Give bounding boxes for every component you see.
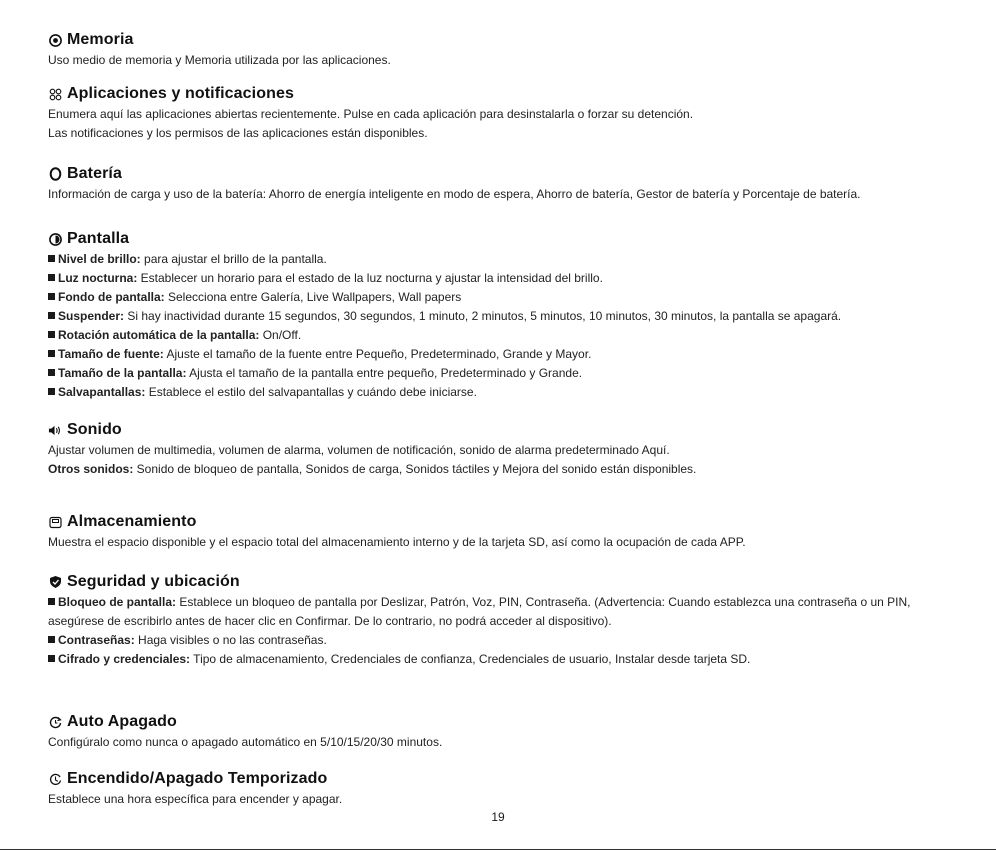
clock-icon xyxy=(48,772,62,786)
list-item: Salvapantallas: Establece el estilo del salvapantallas y cuándo debe iniciarse. xyxy=(48,383,968,402)
section-heading xyxy=(48,228,968,250)
list-item: Suspender: Si hay inactividad durante 15 segundos, 30 segundos, 1 minuto, 2 minutos, 5 minutos, 10 minutos, 30 minutos, la pantalla se apagará. xyxy=(48,307,968,326)
list-item: Luz nocturna: Establecer un horario para el estado de la luz nocturna y ajustar la intensidad del brillo. xyxy=(48,269,968,288)
section-title: Almacenamiento xyxy=(67,513,197,530)
storage-icon xyxy=(48,515,62,529)
section-title: Pantalla xyxy=(67,230,130,247)
page-number: 19 xyxy=(491,810,505,824)
section-heading xyxy=(48,571,968,593)
list-item: Fondo de pantalla: Selecciona entre Galería, Live Wallpapers, Wall papers xyxy=(48,288,968,307)
power-timer-icon xyxy=(48,715,62,729)
section-auto-apagado xyxy=(48,711,968,752)
bullet-square-icon xyxy=(48,255,55,262)
battery-icon xyxy=(48,167,62,181)
list-item: Bloqueo de pantalla: Establece un bloqueo de pantalla por Deslizar, Patrón, Voz, PIN, Contraseña. (Advertencia: Cuando establezca una contraseña o un PIN, asegúrese de escribirlo antes de hacer clic en Confirmar. De lo contrario, no podrá acceder al dispositivo). xyxy=(48,595,911,628)
bullet-square-icon xyxy=(48,388,55,395)
section-text: Configúralo como nunca o apagado automático en 5/10/15/20/30 minutos. xyxy=(48,735,443,749)
section-text: Información de carga y uso de la batería: Ahorro de energía inteligente en modo de espera, Ahorro de batería, Gestor de batería y Porcentaje de batería. xyxy=(48,187,861,201)
bullet-square-icon xyxy=(48,350,55,357)
bullet-square-icon xyxy=(48,312,55,319)
section-text: Otros sonidos: Sonido de bloqueo de pantalla, Sonidos de carga, Sonidos táctiles y Mejora del sonido están disponibles. xyxy=(48,462,697,476)
section-heading xyxy=(48,83,968,105)
section-text: Las notificaciones y los permisos de las aplicaciones están disponibles. xyxy=(48,126,428,140)
memory-icon xyxy=(48,33,62,47)
page-bottom-rule xyxy=(0,849,996,850)
section-heading xyxy=(48,419,968,441)
section-encendido xyxy=(48,768,968,809)
list-item: Tamaño de fuente: Ajuste el tamaño de la fuente entre Pequeño, Predeterminado, Grande y Mayor. xyxy=(48,345,968,364)
section-heading xyxy=(48,29,968,51)
section-text: Muestra el espacio disponible y el espacio total del almacenamiento interno y de la tarjeta SD, así como la ocupación de cada APP. xyxy=(48,535,746,549)
section-text: Enumera aquí las aplicaciones abiertas recientemente. Pulse en cada aplicación para desinstalarla o forzar su detención. xyxy=(48,107,694,121)
section-heading xyxy=(48,711,968,733)
list-item: Contraseñas: Haga visibles o no las contraseñas. xyxy=(48,631,968,650)
list-item: Rotación automática de la pantalla: On/Off. xyxy=(48,326,968,345)
bullet-square-icon xyxy=(48,331,55,338)
bullet-square-icon xyxy=(48,369,55,376)
section-title: Seguridad y ubicación xyxy=(67,573,240,590)
section-aplicaciones xyxy=(48,83,968,143)
bullet-square-icon xyxy=(48,655,55,662)
section-title: Batería xyxy=(67,165,122,182)
section-title: Sonido xyxy=(67,421,122,438)
shield-icon xyxy=(48,575,62,589)
section-sonido xyxy=(48,419,968,479)
section-pantalla xyxy=(48,228,968,402)
section-memoria xyxy=(48,29,968,70)
section-text: Uso medio de memoria y Memoria utilizada por las aplicaciones. xyxy=(48,53,391,67)
section-title: Encendido/Apagado Temporizado xyxy=(67,770,328,787)
bullet-square-icon xyxy=(48,598,55,605)
speaker-icon xyxy=(48,423,62,437)
section-title: Auto Apagado xyxy=(67,713,177,730)
list-item: Tamaño de la pantalla: Ajusta el tamaño de la pantalla entre pequeño, Predeterminado y Grande. xyxy=(48,364,968,383)
list-item: Nivel de brillo: para ajustar el brillo de la pantalla. xyxy=(48,250,968,269)
section-title: Aplicaciones y notificaciones xyxy=(67,85,294,102)
bullet-square-icon xyxy=(48,636,55,643)
display-icon xyxy=(48,232,62,246)
section-seguridad xyxy=(48,571,968,669)
section-title: Memoria xyxy=(67,31,134,48)
apps-grid-icon xyxy=(48,87,62,101)
section-text: Ajustar volumen de multimedia, volumen de alarma, volumen de notificación, sonido de alarma predeterminado Aquí. xyxy=(48,443,670,457)
section-bateria xyxy=(48,163,968,204)
section-heading xyxy=(48,163,968,185)
bullet-square-icon xyxy=(48,293,55,300)
section-heading xyxy=(48,768,968,790)
section-almacenamiento xyxy=(48,511,968,552)
bullet-square-icon xyxy=(48,274,55,281)
section-text: Establece una hora específica para encender y apagar. xyxy=(48,792,343,806)
list-item: Cifrado y credenciales: Tipo de almacenamiento, Credenciales de confianza, Credenciales de usuario, Instalar desde tarjeta SD. xyxy=(48,650,968,669)
section-heading xyxy=(48,511,968,533)
